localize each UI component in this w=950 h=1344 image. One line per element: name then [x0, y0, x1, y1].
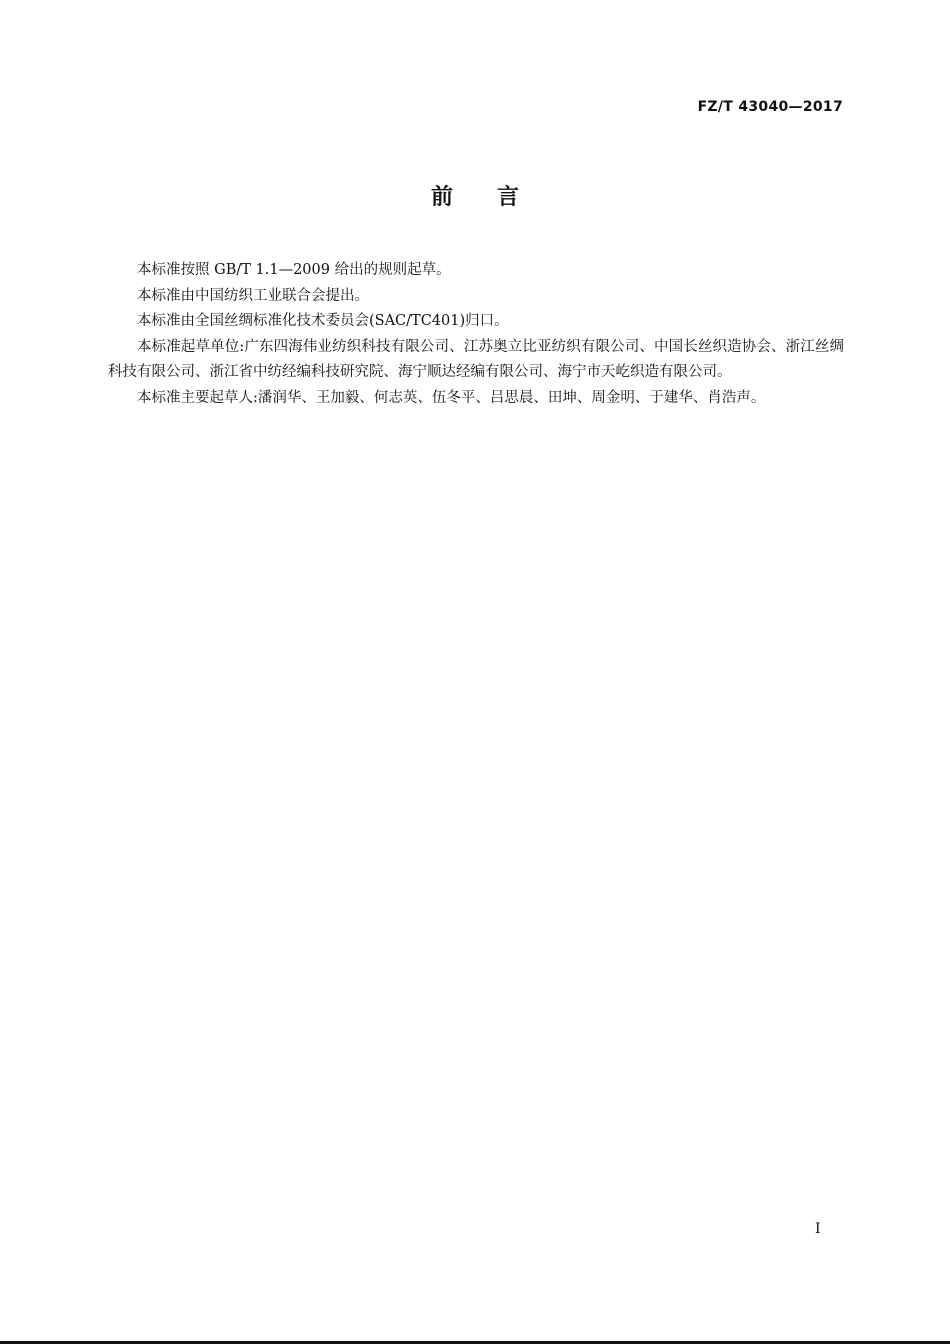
- paragraph-drafting-units: 本标准起草单位:广东四海伟业纺织科技有限公司、江苏奥立比亚纺织有限公司、中国长丝织造协会、浙江丝绸科技有限公司、浙江省中纺经编科技研究院、海宁顺达经编有限公司、海宁市天屹织造有限公司。: [108, 338, 844, 380]
- foreword-body: [108, 258, 844, 411]
- paragraph-drafters: 本标准主要起草人:潘润华、王加毅、何志英、伍冬平、吕思晨、田坤、周金明、于建华、肖浩声。: [137, 389, 766, 406]
- paragraph-proposer: 本标准由中国纺织工业联合会提出。: [137, 287, 369, 304]
- standard-code: FZ/T 43040—2017: [697, 99, 843, 115]
- page-title: 前 言: [430, 185, 519, 210]
- paragraph-drafting-rules: 本标准按照 GB/T 1.1—2009 给出的规则起草。: [137, 262, 451, 278]
- paragraph-centralized-by: 本标准由全国丝绸标准化技术委员会(SAC/TC401)归口。: [137, 313, 509, 329]
- page-number: I: [815, 1221, 821, 1237]
